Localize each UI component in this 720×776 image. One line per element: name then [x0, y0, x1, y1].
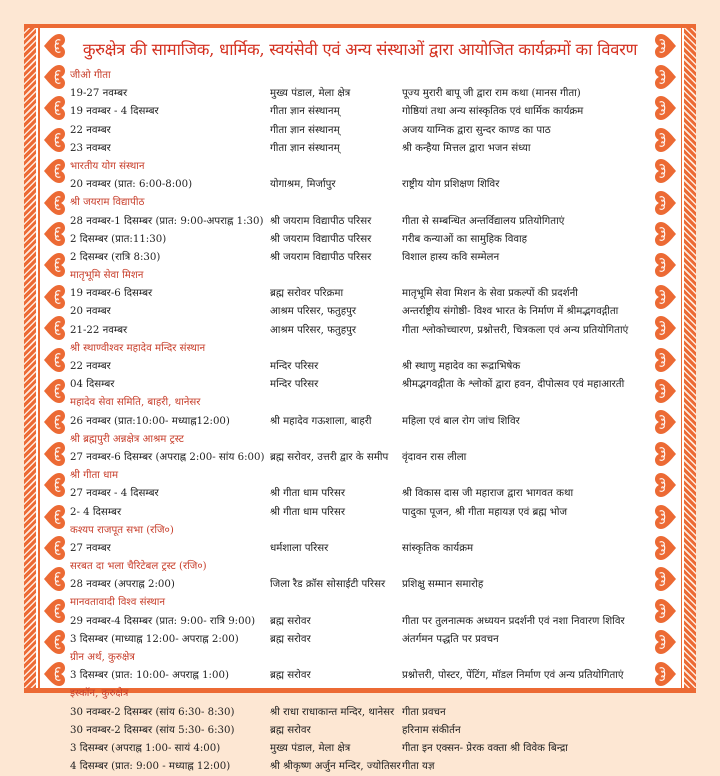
- event-row: [70, 667, 650, 685]
- section-header: ग्रीन अर्थ, कुरुक्षेत्र: [70, 652, 135, 663]
- event-venue: मुख्य पंडाल, मेला क्षेत्र: [270, 88, 351, 100]
- heart-swirl-icon: [653, 344, 679, 375]
- heart-swirl-icon: [653, 658, 679, 689]
- event-date: 4 दिसम्बर (प्रात: 9:00 - मध्याह्न 12:00): [70, 761, 231, 773]
- event-date: 2 दिसम्बर (प्रात:11:30): [70, 233, 167, 245]
- event-description: अंतर्गमन पद्धति पर प्रवचन: [402, 633, 499, 645]
- event-date: 28 नवम्बर (अपराह्न 2:00): [70, 579, 175, 591]
- event-row: [70, 122, 650, 140]
- event-date: 27 नवम्बर-6 दिसम्बर (अपराह्न 2:00- सांय 6:00): [70, 451, 265, 463]
- page-title: कुरुक्षेत्र की सामाजिक, धार्मिक, स्वयंसेवी एवं अन्य संस्थाओं द्वारा आयोजित कार्यक्रमों का विवरण: [82, 40, 638, 59]
- event-date: 22 नवम्बर: [70, 124, 111, 136]
- event-description: विशाल हास्य कवि सम्मेलन: [402, 251, 500, 263]
- event-description: पूज्य मुरारी बापू जी द्वारा राम कथा (मानस गीता): [402, 88, 581, 100]
- event-row: [70, 413, 650, 431]
- event-date: 29 नवम्बर-4 दिसम्बर (प्रात: 9:00- रात्रि 9:00): [70, 615, 256, 627]
- event-description: प्रशिक्षु सम्मान समारोह: [402, 579, 484, 591]
- event-row: [70, 576, 650, 594]
- event-venue: श्री जयराम विद्यापीठ परिसर: [270, 233, 372, 245]
- heart-swirl-icon: [41, 501, 67, 532]
- left-heart-column: [41, 30, 67, 689]
- right-heart-column: [653, 30, 679, 689]
- event-venue: श्री जयराम विद्यापीठ परिसर: [270, 215, 372, 227]
- event-row: [70, 740, 650, 758]
- event-date: 3 दिसम्बर (अपराह्न 1:00- सायं 4:00): [70, 742, 221, 754]
- heart-swirl-icon: [653, 375, 679, 406]
- section-header: श्री जयराम विद्यापीठ: [70, 197, 145, 209]
- heart-swirl-icon: [41, 187, 67, 218]
- event-venue: ब्रह्म सरोवर: [270, 724, 311, 736]
- event-listing: [70, 34, 650, 773]
- heart-swirl-icon: [653, 250, 679, 281]
- event-date: 23 नवम्बर: [70, 142, 111, 154]
- heart-swirl-icon: [653, 281, 679, 312]
- event-row: [70, 758, 650, 776]
- event-description: गीता यज्ञ: [402, 761, 435, 773]
- right-border-stripe: [684, 28, 696, 688]
- event-venue: मन्दिर परिसर: [270, 361, 319, 372]
- heart-swirl-icon: [653, 218, 679, 249]
- event-venue: आश्रम परिसर, फतुहपुर: [270, 324, 357, 336]
- heart-swirl-icon: [41, 595, 67, 626]
- section-header: कश्यप राजपूत सभा (रजि०): [70, 524, 174, 536]
- event-description: गीता से सम्बन्धित अन्तर्विद्यालय प्रतियोगिताएं: [402, 215, 565, 227]
- heart-swirl-icon: [653, 61, 679, 92]
- event-description: पादुका पूजन, श्री गीता महायज्ञ एवं ब्रह्म भोज: [402, 506, 568, 518]
- heart-swirl-icon: [653, 501, 679, 532]
- event-date: 20 नवम्बर (प्रात: 6:00-8:00): [70, 179, 193, 191]
- heart-swirl-icon: [41, 375, 67, 406]
- event-venue: ब्रह्म सरोवर, उत्तरी द्वार के समीप: [270, 451, 389, 463]
- section-header: मानवतावादी विश्व संस्थान: [70, 597, 166, 609]
- heart-swirl-icon: [41, 658, 67, 689]
- heart-swirl-icon: [41, 61, 67, 92]
- event-row: [70, 613, 650, 631]
- event-date: 19-27 नवम्बर: [70, 88, 128, 100]
- event-row: [70, 140, 650, 158]
- section-header: इस्कॉन, कुरुक्षेत्र: [70, 688, 129, 700]
- heart-swirl-icon: [41, 281, 67, 312]
- event-description: गरीब कन्याओं का सामुहिक विवाह: [402, 233, 528, 245]
- event-venue: मुख्य पंडाल, मेला क्षेत्र: [270, 742, 351, 754]
- event-venue: गीता ज्ञान संस्थानम्: [270, 124, 340, 136]
- heart-swirl-icon: [41, 93, 67, 124]
- event-row: [70, 85, 650, 103]
- heart-swirl-icon: [41, 30, 67, 61]
- section-header: सरबत दा भला चैरिटेबल ट्रस्ट (रजि०): [70, 561, 207, 573]
- heart-swirl-icon: [653, 564, 679, 595]
- heart-swirl-icon: [41, 532, 67, 563]
- event-date: 30 नवम्बर-2 दिसम्बर (सांय 6:30- 8:30): [70, 706, 235, 718]
- heart-swirl-icon: [653, 313, 679, 344]
- event-date: 19 नवम्बर - 4 दिसम्बर: [70, 106, 159, 118]
- event-row: [70, 704, 650, 722]
- event-description: गीता पर तुलनात्मक अध्ययन प्रदर्शनी एवं नशा निवारण शिविर: [402, 615, 625, 627]
- event-venue: धर्मशाला परिसर: [270, 542, 329, 554]
- event-date: 21-22 नवम्बर: [70, 324, 128, 336]
- heart-swirl-icon: [653, 93, 679, 124]
- event-table: [70, 67, 650, 776]
- heart-swirl-icon: [653, 156, 679, 187]
- event-description: अन्तर्राष्ट्रीय संगोष्ठी- विश्व भारत के निर्माण में श्रीमद्भगवद्गीता: [402, 306, 619, 318]
- event-description: गीता प्रवचन: [402, 706, 446, 718]
- heart-swirl-icon: [41, 124, 67, 155]
- section-header: महादेव सेवा समिति, बाहरी, थानेसर: [70, 397, 201, 409]
- heart-swirl-icon: [41, 438, 67, 469]
- event-description: श्री कन्हैया मित्तल द्वारा भजन संध्या: [402, 142, 531, 154]
- event-date: 2 दिसम्बर (रात्रि 8:30): [70, 251, 161, 263]
- heart-swirl-icon: [653, 626, 679, 657]
- section-header: श्री ब्रह्मपुरी अन्नक्षेत्र आश्रम ट्रस्ट: [70, 433, 184, 445]
- event-description: श्री विकास दास जी महाराज द्वारा भागवत कथा: [402, 488, 574, 500]
- event-venue: श्री जयराम विद्यापीठ परिसर: [270, 251, 372, 263]
- page-frame: [24, 24, 696, 773]
- event-venue: श्री महादेव गऊशाला, बाहरी: [270, 415, 372, 427]
- event-venue: श्री श्रीकृष्ण अर्जुन मन्दिर, ज्योतिसर: [270, 761, 401, 773]
- heart-swirl-icon: [653, 407, 679, 438]
- section-header: श्री स्थाण्वीश्वर महादेव मन्दिर संस्थान: [70, 342, 206, 354]
- event-description: गोष्ठियां तथा अन्य सांस्कृतिक एवं धार्मिक कार्यक्रम: [402, 106, 584, 118]
- event-description: महिला एवं बाल रोग जांच शिविर: [402, 415, 520, 427]
- heart-swirl-icon: [41, 313, 67, 344]
- heart-swirl-icon: [41, 626, 67, 657]
- heart-swirl-icon: [653, 124, 679, 155]
- heart-swirl-icon: [653, 187, 679, 218]
- event-description: गीता इन एक्सन- प्रेरक वक्ता श्री विवेक बिन्द्रा: [402, 742, 568, 754]
- event-row: [70, 504, 650, 522]
- event-row: [70, 449, 650, 467]
- event-venue: जिला रैड क्रॉस सोसाईटी परिसर: [270, 579, 386, 591]
- heart-swirl-icon: [41, 156, 67, 187]
- event-description: सांस्कृतिक कार्यक्रम: [402, 542, 474, 554]
- event-row: [70, 358, 650, 376]
- event-date: 3 दिसम्बर (प्रात: 10:00- अपराह्न 1:00): [70, 670, 229, 682]
- event-row: [70, 722, 650, 740]
- event-date: 28 नवम्बर-1 दिसम्बर (प्रात: 9:00-अपराह्न 1:30): [70, 215, 264, 227]
- event-venue: गीता ज्ञान संस्थानम्: [270, 142, 340, 154]
- heart-swirl-icon: [41, 218, 67, 249]
- event-venue: ब्रह्म सरोवर: [270, 670, 311, 682]
- event-venue: श्री राधा राधाकान्त मन्दिर, थानेसर: [270, 706, 395, 718]
- heart-swirl-icon: [653, 469, 679, 500]
- event-date: 04 दिसम्बर: [70, 379, 115, 391]
- event-venue: श्री गीता धाम परिसर: [270, 506, 346, 518]
- event-description: वृंदावन रास लीला: [402, 451, 467, 463]
- event-venue: ब्रह्म सरोवर: [270, 615, 311, 627]
- event-description: प्रश्नोत्तरी, पोस्टर, पेंटिंग, मॉडल निर्माण एवं अन्य प्रतियोगिताएं: [402, 670, 624, 682]
- heart-swirl-icon: [653, 30, 679, 61]
- event-row: [70, 485, 650, 503]
- event-venue: श्री गीता धाम परिसर: [270, 488, 346, 500]
- heart-swirl-icon: [41, 407, 67, 438]
- event-description: राष्ट्रीय योग प्रशिक्षण शिविर: [402, 179, 500, 191]
- event-description: मातृभूमि सेवा मिशन के सेवा प्रकल्पों की प्रदर्शनी: [402, 288, 578, 300]
- event-venue: योगाश्रम, मिर्जापुर: [270, 179, 336, 191]
- event-venue: ब्रह्म सरोवर: [270, 633, 311, 645]
- left-border-stripe: [24, 28, 36, 688]
- event-description: गीता श्लोकोच्चारण, प्रश्नोत्तरी, चित्रकला एवं अन्य प्रतियोगिताएं: [402, 324, 629, 336]
- event-description: श्री स्थाणु महादेव का रूद्राभिषेक: [402, 361, 521, 372]
- right-border-line: [681, 28, 683, 688]
- event-description: श्रीमद्भगवद्गीता के श्लोकों द्वारा हवन, दीपोत्सव एवं महाआरती: [402, 379, 625, 391]
- heart-swirl-icon: [653, 532, 679, 563]
- event-row: [70, 631, 650, 649]
- event-date: 27 नवम्बर: [70, 542, 111, 554]
- event-row: [70, 249, 650, 267]
- event-row: [70, 540, 650, 558]
- heart-swirl-icon: [41, 344, 67, 375]
- event-row: [70, 285, 650, 303]
- heart-swirl-icon: [41, 469, 67, 500]
- event-row: [70, 322, 650, 340]
- heart-swirl-icon: [653, 595, 679, 626]
- event-row: [70, 213, 650, 231]
- event-date: 30 नवम्बर-2 दिसम्बर (सांय 5:30- 6:30): [70, 724, 235, 736]
- section-header: मातृभूमि सेवा मिशन: [70, 270, 144, 282]
- event-row: [70, 231, 650, 249]
- event-date: 20 नवम्बर: [70, 306, 111, 318]
- event-date: 27 नवम्बर - 4 दिसम्बर: [70, 488, 159, 500]
- event-venue: आश्रम परिसर, फतुहपुर: [270, 306, 357, 318]
- event-date: 22 नवम्बर: [70, 361, 111, 372]
- section-header: जीओ गीता: [70, 70, 111, 81]
- section-header: श्री गीता धाम: [70, 470, 119, 482]
- section-header: भारतीय योग संस्थान: [70, 160, 145, 172]
- event-venue: मन्दिर परिसर: [270, 379, 319, 391]
- event-description: हरिनाम संकीर्तन: [402, 724, 461, 736]
- event-row: [70, 376, 650, 394]
- event-row: [70, 176, 650, 194]
- event-date: 26 नवम्बर (प्रात:10:00- मध्याह्न12:00): [70, 415, 230, 427]
- heart-swirl-icon: [41, 250, 67, 281]
- event-description: अजय याग्निक द्वारा सुन्दर काण्ड का पाठ: [402, 124, 551, 136]
- event-row: [70, 103, 650, 121]
- event-venue: ब्रह्म सरोवर परिक्रमा: [270, 288, 344, 300]
- event-date: 2- 4 दिसम्बर: [70, 506, 122, 518]
- heart-swirl-icon: [41, 564, 67, 595]
- event-date: 3 दिसम्बर (माध्याह्न 12:00- अपराह्न 2:00): [70, 633, 239, 645]
- heart-swirl-icon: [653, 438, 679, 469]
- left-border-line: [38, 28, 40, 688]
- event-row: [70, 303, 650, 321]
- event-date: 19 नवम्बर-6 दिसम्बर: [70, 288, 153, 300]
- event-venue: गीता ज्ञान संस्थानम्: [270, 106, 340, 118]
